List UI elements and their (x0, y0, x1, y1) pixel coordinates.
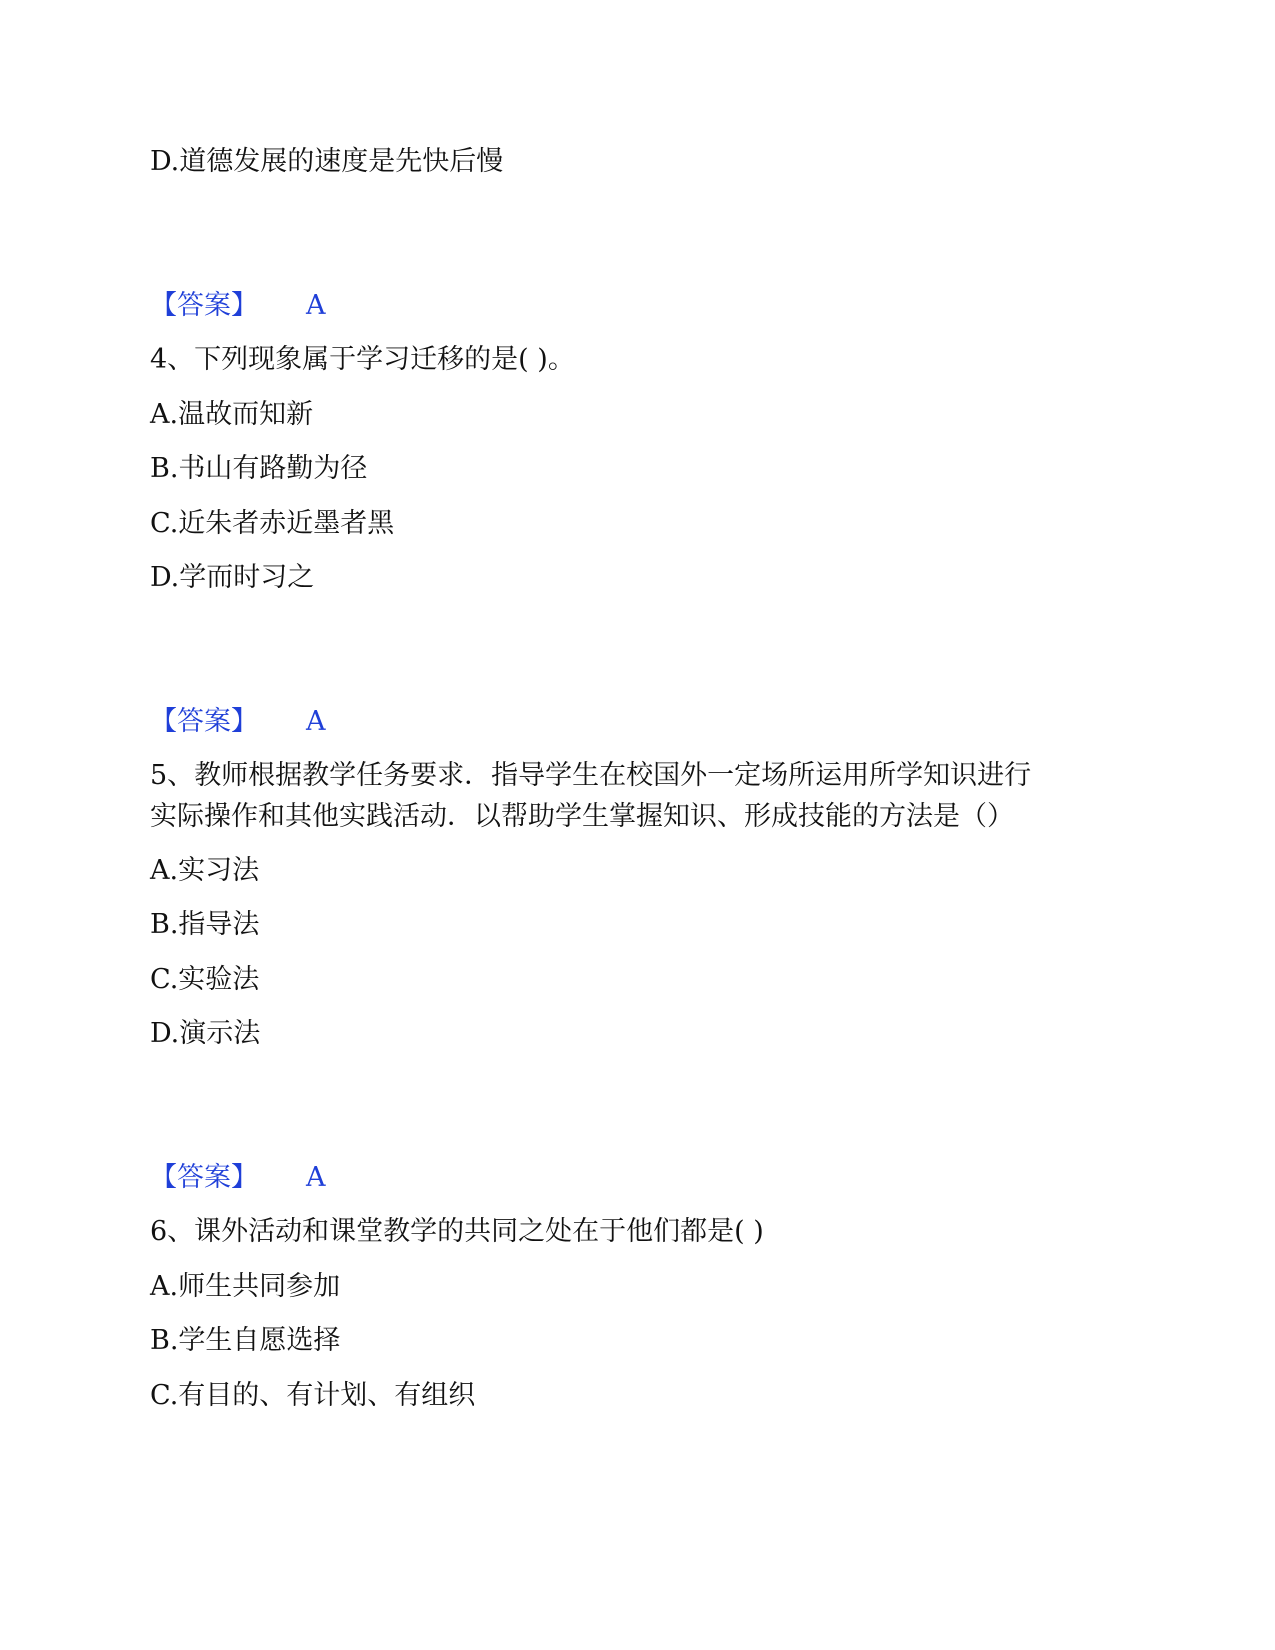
q5-stem-line1: 5、教师根据教学任务要求．指导学生在校国外一定场所运用所学知识进行 (150, 760, 1032, 791)
answer-value: A (306, 1162, 326, 1193)
q6-stem: 6、课外活动和课堂教学的共同之处在于他们都是( ) (150, 1216, 764, 1247)
q4-option-d: D.学而时习之 (150, 562, 315, 593)
q4-answer (150, 702, 326, 742)
answer-value: A (306, 290, 326, 321)
answer-label: 【答案】 (150, 706, 258, 737)
q5-option-a: A.实习法 (150, 855, 260, 886)
answer-label: 【答案】 (150, 1162, 258, 1193)
q5-option-b: B.指导法 (150, 909, 260, 940)
q4-option-b: B.书山有路勤为径 (150, 453, 368, 484)
q5-option-d: D.演示法 (150, 1018, 261, 1049)
q4-stem: 4、下列现象属于学习迁移的是( )。 (150, 344, 575, 375)
q5-stem-line2: 实际操作和其他实践活动．以帮助学生掌握知识、形成技能的方法是（） (150, 801, 1014, 832)
q6-option-c: C.有目的、有计划、有组织 (150, 1380, 476, 1411)
q5-option-c: C.实验法 (150, 964, 260, 995)
q6-option-a: A.师生共同参加 (150, 1271, 341, 1302)
q5-answer (150, 1158, 326, 1198)
answer-value: A (306, 706, 326, 737)
q3-answer (150, 286, 326, 326)
q4-option-c: C.近朱者赤近墨者黑 (150, 508, 395, 539)
answer-label: 【答案】 (150, 290, 258, 321)
q4-option-a: A.温故而知新 (150, 399, 314, 430)
q6-option-b: B.学生自愿选择 (150, 1325, 341, 1356)
q3-option-d: D.道德发展的速度是先快后慢 (150, 146, 504, 177)
